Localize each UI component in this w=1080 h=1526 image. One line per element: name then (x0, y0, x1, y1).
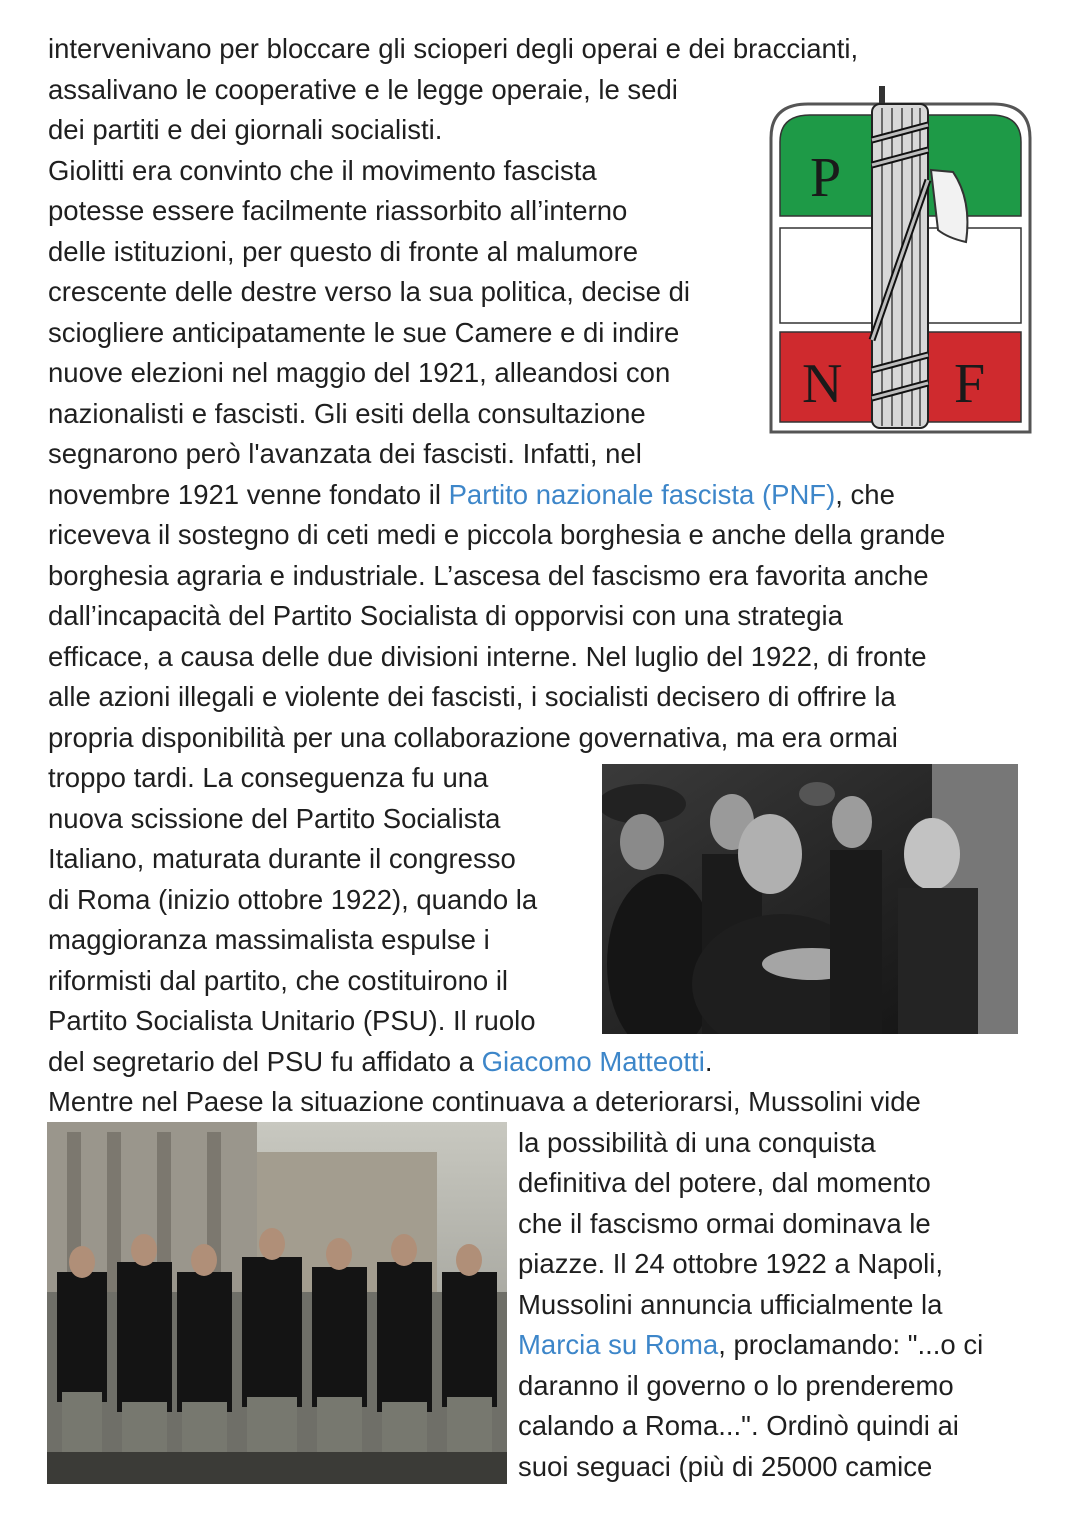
text-line: Mussolini annuncia ufficialmente la (518, 1289, 943, 1320)
text-line: suoi seguaci (più di 25000 camice (518, 1451, 933, 1482)
text-line: dall’incapacità del Partito Socialista di opporvisi con una strategia (48, 600, 843, 631)
text-line: maggioranza massimalista espulse i (48, 924, 490, 955)
text-line: crescente delle destre verso la sua politica, decise di (48, 276, 691, 307)
group-photo-image (602, 764, 1018, 1034)
group-photo (602, 764, 1018, 1034)
text-line: nazionalisti e fascisti. Gli esiti della consultazione (48, 398, 646, 429)
text-line: daranno il governo o lo prenderemo (518, 1370, 954, 1401)
text-line: segnarono però l'avanzata dei fascisti. Infatti, nel (48, 438, 642, 469)
text-line: intervenivano per bloccare gli scioperi degli operai e dei braccianti, (48, 33, 859, 64)
text-line: la possibilità di una conquista (518, 1127, 876, 1158)
text-line: troppo tardi. La conseguenza fu una (48, 762, 489, 793)
pnf-emblem-graphic (768, 80, 1033, 440)
logo-letter-p: P (810, 147, 842, 209)
text-line: dei partiti e dei giornali socialisti. (48, 114, 443, 145)
text-line: definitiva del potere, dal momento (518, 1167, 931, 1198)
text-segment: . (704, 1046, 713, 1077)
text-segment: novembre 1921 venne fondato il (48, 479, 449, 510)
text-segment: , proclamando: "...o ci (718, 1329, 984, 1360)
text-line: efficace, a causa delle due divisioni interne. Nel luglio del 1922, di fronte (48, 641, 927, 672)
logo-letter-n: N (802, 353, 843, 415)
pnf-emblem (768, 80, 1033, 440)
text-line-marcia (518, 1325, 983, 1365)
text-line: calando a Roma...". Ordinò quindi ai (518, 1410, 959, 1441)
text-line: riceveva il sostegno di ceti medi e piccola borghesia e anche della grande (48, 519, 946, 550)
text-line: nuova scissione del Partito Socialista (48, 803, 501, 834)
text-line: assalivano le cooperative e le legge operaie, le sedi (48, 74, 678, 105)
text-line: Mentre nel Paese la situazione continuava a deteriorarsi, Mussolini vide (48, 1086, 921, 1117)
text-line: propria disponibilità per una collaborazione governativa, ma era ormai (48, 722, 898, 753)
text-line-matteotti (48, 1042, 712, 1082)
text-segment: , che (835, 479, 895, 510)
marcia-link[interactable]: Marcia su Roma (518, 1329, 719, 1360)
text-line: di Roma (inizio ottobre 1922), quando la (48, 884, 538, 915)
text-line: delle istituzioni, per questo di fronte al malumore (48, 236, 639, 267)
text-line: che il fascismo ormai dominava le (518, 1208, 931, 1239)
text-line: borghesia agraria e industriale. L’ascesa del fascismo era favorita anche (48, 560, 929, 591)
text-line: riformisti dal partito, che costituirono il (48, 965, 509, 996)
text-line: piazze. Il 24 ottobre 1922 a Napoli, (518, 1248, 944, 1279)
text-line-pnf (48, 475, 895, 515)
matteotti-link[interactable]: Giacomo Matteotti (481, 1046, 705, 1077)
pnf-link[interactable]: Partito nazionale fascista (PNF) (448, 479, 836, 510)
text-line: potesse essere facilmente riassorbito all’interno (48, 195, 628, 226)
logo-letter-f: F (954, 353, 986, 415)
text-line: alle azioni illegali e violente dei fascisti, i socialisti decisero di offrire la (48, 681, 896, 712)
march-on-rome-image (47, 1122, 507, 1484)
text-line: Partito Socialista Unitario (PSU). Il ruolo (48, 1005, 536, 1036)
text-segment: del segretario del PSU fu affidato a (48, 1046, 482, 1077)
text-line: nuove elezioni nel maggio del 1921, alleandosi con (48, 357, 671, 388)
text-line: Giolitti era convinto che il movimento fascista (48, 155, 597, 186)
text-line: sciogliere anticipatamente le sue Camere e di indire (48, 317, 680, 348)
march-on-rome-graphic (47, 1122, 507, 1484)
text-line: Italiano, maturata durante il congresso (48, 843, 516, 874)
